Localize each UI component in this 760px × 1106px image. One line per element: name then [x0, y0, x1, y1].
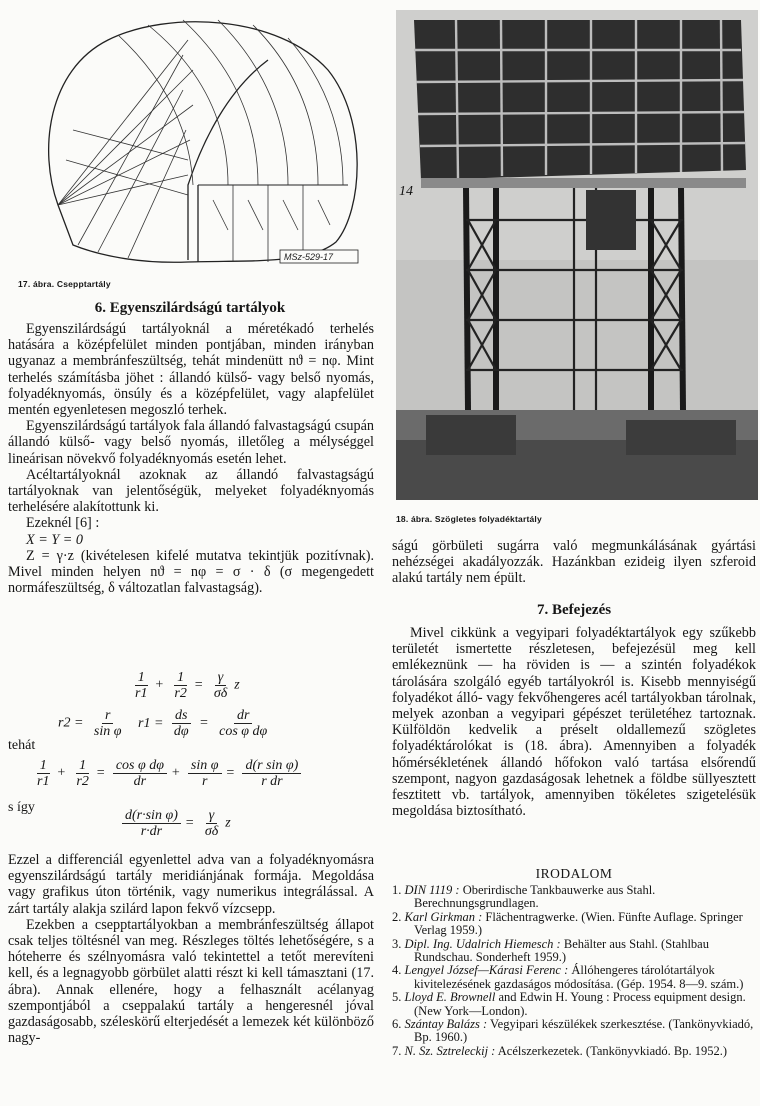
paragraph: Z = γ·z (kivételesen kifelé mutatva tekintjük pozitívnak). Mivel minden helyen nϑ = nφ = σ · δ (σ megengedett normáfeszültség, δ változatlan falvastagság).: [8, 547, 374, 597]
equation-3: $\frac{1}{r1}$ + $\frac{1}{r2}$ = $\frac{\text{cos φ dφ}}{dr}$ + $\frac{\text{sin φ}}{r}$ = $\frac{\text{d(r sin φ)}}{\text{r dr}}$: [30, 758, 305, 789]
reference-text: Acélszerkezetek. (Tankönyvkiadó. Bp. 1952.): [495, 1043, 728, 1058]
equation-1: $\frac{1}{r1}$ + $\frac{1}{r2}$ = $\frac{\gamma}{\sigma\delta}$ z: [135, 670, 240, 701]
reference-text: and Edwin H. Young : Process equipment design. (New York—London).: [414, 990, 746, 1018]
paragraph: Ezzel a differenciál egyenlettel adva van a folyadéknyomásra egyenszilárdságú tartály meridiánjának formája. Megoldása vagy grafikus úton történik, vagy numerikus integrálással. A zárt tartály alakja szilárd lapon fekvő vízcsepp.: [8, 852, 374, 917]
equation-2: r2 = $\frac{r}{\text{sin φ}}$ r1 = $\frac{ds}{d\varphi}$ = $\frac{dr}{\text{cos φ dφ}}$: [58, 708, 268, 739]
reference-item: [392, 884, 756, 911]
equation-4: $\frac{\text{d(r·sin φ)}}{r\cdot dr}$ = $\frac{\gamma}{\sigma\delta}$ z: [118, 808, 231, 839]
references-title: IRODALOM: [535, 866, 613, 881]
reference-item: [392, 911, 756, 938]
paragraph: ságú görbületi sugárra való megmunkálásának gyártási nehézségei akadályozzák. Hazánkban ezideig ilyen szferoid alakú tartály nem épült.: [392, 538, 756, 587]
reference-author: Szántay Balázs :: [404, 1017, 488, 1032]
reference-number: 1.: [392, 883, 405, 897]
reference-item: [392, 1018, 756, 1045]
reference-text: Behälter aus Stahl. (Stahlbau Rundschau. Sonderheft 1959.): [414, 936, 709, 965]
right-column-continuation: [392, 538, 756, 587]
figure-18-mark: 14: [399, 184, 413, 199]
equation-xy: X = Y = 0: [26, 531, 83, 548]
figure-18-photo: [396, 10, 758, 500]
section-6-body-top: [8, 321, 374, 596]
reference-item: [392, 938, 756, 965]
paragraph: Mivel cikkünk a vegyipari folyadéktartályok egy szűkebb területét ismertette részletesen, befejezésül meg kell emlékeznünk — ha röviden is — a szintén folyadékok tárolására szolgáló egyéb tartályokról is. Kisebb mennyiségű folyadékot álló- vagy fekvőhengeres acél tartályokban tárolnak, melyek azonban a vegyipari gépészet területéhez tartoznak. Külföldön kedvelik a préselt oldallemezű szögletes folyadéktárolókat is (18. ábra). Amennyiben a folyadék hőmérsékletének állandó hőfokon való tartása elsőrendű szempont, nagyon gazdaságosak lehetnek a földbe süllyesztett fesztitett vb. tartályok, amennyiben tökéletes szigetelésük megoldása biztosítható.: [392, 625, 756, 820]
paragraph: Ezekben a csepptartályokban a membránfeszültség állapot csak teljes töltésnél van meg. Részleges töltés lehetőségére, s a hóteherre és szélnyomásra való tekintettel a tetőt merevíteni kell, és a legnagyobb görbület alatti részt ki kell támasztani (17. ábra). Annak ellenére, hogy a felhasznált acélanyag szempontjából a cseppalakú tartály a hengeresnél jóval gazdaságosabb, széleskörű elterjedését a lemezek két különböző nagy-: [8, 916, 374, 1047]
reference-text: Vegyipari készülékek szerkesztése. (Tankönyvkiadó, Bp. 1960.): [414, 1017, 754, 1045]
paragraph: Acéltartályoknál azoknak az állandó falvastagságú tartályoknak van jelentőségük, melyeket folyadéknyomás terhelésére alakítottunk ki.: [8, 466, 374, 516]
reference-number: 5.: [392, 990, 405, 1005]
tehat-label: tehát: [8, 738, 36, 753]
reference-text: Oberirdische Tankbauwerke aus Stahl. Berechnungsgrundlagen.: [414, 883, 656, 911]
reference-item: [392, 964, 756, 991]
reference-item: [392, 1045, 756, 1058]
reference-author: Lengyel József—Kárasi Ferenc :: [404, 963, 569, 978]
reference-author: N. Sz. Sztreleckij :: [404, 1043, 496, 1058]
reference-author: Dipl. Ing. Udalrich Hiemesch :: [404, 936, 561, 951]
reference-author: DIN 1119 :: [404, 883, 460, 897]
reference-number: 4.: [392, 963, 405, 978]
reference-number: 3.: [392, 936, 405, 951]
paragraph: Ezeknél [6] :: [26, 515, 100, 532]
section-6-body-bottom: [8, 852, 374, 1046]
paragraph: Egyenszilárdságú tartályok fala állandó falvastagságú csupán állandó külső- vagy belső nyomás, illetőleg a mélységgel lineárisan növekvő folyadéknyomás esetén lehet.: [8, 418, 374, 467]
sigy-label: s így: [8, 800, 35, 815]
reference-text: Flächentragwerke. (Wien. Fünfte Auflage. Springer Verlag 1959.): [414, 909, 743, 938]
section-6-title: 6. Egyenszilárdságú tartályok: [94, 300, 286, 316]
reference-number: 7.: [392, 1043, 405, 1058]
figure-17-caption: 17. ábra. Csepptartály: [18, 279, 111, 289]
figure-18-caption: 18. ábra. Szögletes folyadéktartály: [396, 514, 542, 524]
references-list: [392, 884, 756, 1058]
paragraph: Egyenszilárdságú tartályoknál a méretékadó terhelés hatására a középfelület minden pontjában, minden irányban ugyanaz a membránfeszültség, tehát mindenütt nϑ = nφ. Mint terhelés számításba jöhet : állandó külső- vagy belső nyomás, folyadéknyomás, önsúly és a középfelület, vagy alapfelület mentén egyenletesen megoszló terhek.: [8, 321, 374, 419]
section-7-title: 7. Befejezés: [536, 602, 612, 618]
figure-17-stamp: MSz-529-17: [284, 252, 334, 262]
reference-item: [392, 991, 756, 1018]
section-7-body: [392, 625, 756, 819]
reference-author: Lloyd E. Brownell: [404, 990, 496, 1005]
reference-number: 6.: [392, 1017, 405, 1032]
figure-17-drawing: [18, 10, 363, 265]
reference-number: 2.: [392, 909, 405, 924]
reference-text: Állóhengeres tárolótartályok kivitelezésének gazdaságos módosítása. (Gép. 1954. 8—9. szám.): [414, 963, 744, 991]
reference-author: Karl Girkman :: [404, 909, 483, 924]
